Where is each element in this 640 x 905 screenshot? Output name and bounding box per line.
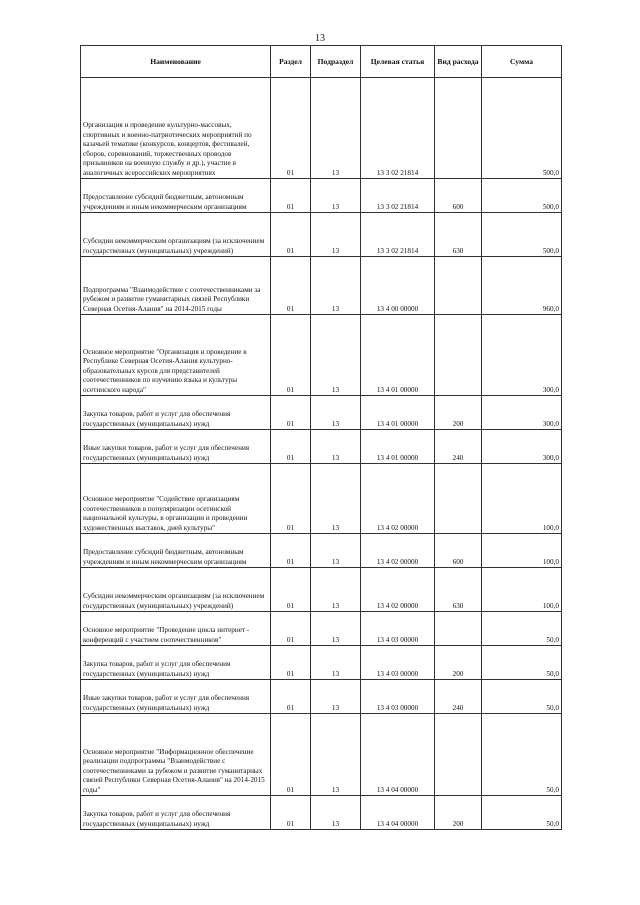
table-row <box>81 78 562 179</box>
table-row <box>81 796 562 830</box>
table-row <box>81 430 562 464</box>
row-subsection: 13 <box>311 612 361 646</box>
row-target-article: 13 4 02 00000 <box>361 534 435 568</box>
row-subsection: 13 <box>311 78 361 179</box>
row-name: Закупка товаров, работ и услуг для обеспечения государственных (муниципальных) нужд <box>81 396 271 430</box>
row-subsection: 13 <box>311 646 361 680</box>
row-target-article: 13 4 01 00000 <box>361 396 435 430</box>
table-row <box>81 213 562 257</box>
row-section: 01 <box>271 78 311 179</box>
row-section: 01 <box>271 257 311 315</box>
row-amount: 50,0 <box>482 680 562 714</box>
row-target-article: 13 4 04 00000 <box>361 714 435 796</box>
header-target-article: Целевая статья <box>361 46 435 78</box>
row-amount: 300,0 <box>482 315 562 396</box>
row-name: Предоставление субсидий бюджетным, автономным учреждениям и иным некоммерческим организациям <box>81 179 271 213</box>
row-subsection: 13 <box>311 714 361 796</box>
row-section: 01 <box>271 213 311 257</box>
row-target-article: 13 4 01 00000 <box>361 315 435 396</box>
row-expense-type: 600 <box>435 534 482 568</box>
table-row <box>81 315 562 396</box>
table-row <box>81 568 562 612</box>
row-name: Организация и проведение культурно-массовых, спортивных и военно-патриотических мероприятий по казачьей тематике (конкурсов, концертов, фестивалей, сборов, соревнований, торжественных проводов призывников на военную службу и др.), участие в аналогичных всероссийских мероприятиях <box>81 78 271 179</box>
table-row <box>81 646 562 680</box>
row-target-article: 13 4 03 00000 <box>361 646 435 680</box>
table-row <box>81 396 562 430</box>
table-header-row <box>81 46 562 78</box>
row-amount: 50,0 <box>482 796 562 830</box>
row-target-article: 13 4 03 00000 <box>361 680 435 714</box>
row-section: 01 <box>271 534 311 568</box>
row-target-article: 13 3 02 21814 <box>361 213 435 257</box>
row-subsection: 13 <box>311 396 361 430</box>
row-amount: 100,0 <box>482 568 562 612</box>
page-number: 13 <box>315 33 325 44</box>
row-expense-type <box>435 714 482 796</box>
row-amount: 960,0 <box>482 257 562 315</box>
row-expense-type: 200 <box>435 396 482 430</box>
table-row <box>81 612 562 646</box>
row-target-article: 13 4 02 00000 <box>361 568 435 612</box>
row-amount: 500,0 <box>482 213 562 257</box>
row-amount: 300,0 <box>482 396 562 430</box>
row-expense-type <box>435 612 482 646</box>
row-section: 01 <box>271 315 311 396</box>
row-section: 01 <box>271 796 311 830</box>
row-section: 01 <box>271 464 311 534</box>
header-expense-type: Вид расхода <box>435 46 482 78</box>
header-section: Раздел <box>271 46 311 78</box>
row-expense-type: 200 <box>435 646 482 680</box>
row-name: Предоставление субсидий бюджетным, автономным учреждениям и иным некоммерческим организациям <box>81 534 271 568</box>
row-subsection: 13 <box>311 796 361 830</box>
row-expense-type: 240 <box>435 680 482 714</box>
row-subsection: 13 <box>311 464 361 534</box>
row-subsection: 13 <box>311 257 361 315</box>
row-expense-type: 240 <box>435 430 482 464</box>
row-name: Субсидии некоммерческим организациям (за исключением государственных (муниципальных) учреждений) <box>81 213 271 257</box>
header-name: Наименование <box>81 46 271 78</box>
row-target-article: 13 4 02 00000 <box>361 464 435 534</box>
row-target-article: 13 4 01 00000 <box>361 430 435 464</box>
row-amount: 100,0 <box>482 534 562 568</box>
row-name: Подпрограмма "Взаимодействие с соотечественниками за рубежом и развитие гуманитарных связей Республики Северная Осетия-Алания" на 2014-2015 годы <box>81 257 271 315</box>
row-target-article: 13 4 04 00000 <box>361 796 435 830</box>
row-amount: 50,0 <box>482 646 562 680</box>
row-name: Основное мероприятие "Содействие организациям соотечественников в популяризации осетинской национальной культуры, в организации и проведении художественных выставок, дней культуры" <box>81 464 271 534</box>
row-expense-type: 200 <box>435 796 482 830</box>
row-section: 01 <box>271 568 311 612</box>
row-expense-type <box>435 257 482 315</box>
row-name: Субсидии некоммерческим организациям (за исключением государственных (муниципальных) учреждений) <box>81 568 271 612</box>
row-target-article: 13 3 02 21814 <box>361 179 435 213</box>
row-amount: 500,0 <box>482 179 562 213</box>
row-section: 01 <box>271 179 311 213</box>
row-subsection: 13 <box>311 568 361 612</box>
row-subsection: 13 <box>311 315 361 396</box>
row-subsection: 13 <box>311 430 361 464</box>
row-target-article: 13 4 00 00000 <box>361 257 435 315</box>
row-target-article: 13 4 03 00000 <box>361 612 435 646</box>
table-row <box>81 680 562 714</box>
row-expense-type: 600 <box>435 179 482 213</box>
row-name: Основное мероприятие "Организация и проведение в Республике Северная Осетия-Алания культурно-образовательных курсов для представителей соотечественников по изучению языка и культуры осетинского народа" <box>81 315 271 396</box>
row-name: Основное мероприятие "Проведение цикла интернет - конференций с участием соотечественников" <box>81 612 271 646</box>
row-expense-type <box>435 78 482 179</box>
row-expense-type: 630 <box>435 568 482 612</box>
budget-table <box>80 45 562 830</box>
row-section: 01 <box>271 396 311 430</box>
row-subsection: 13 <box>311 534 361 568</box>
table-row <box>81 179 562 213</box>
row-expense-type <box>435 464 482 534</box>
row-subsection: 13 <box>311 680 361 714</box>
row-section: 01 <box>271 646 311 680</box>
row-name: Закупка товаров, работ и услуг для обеспечения государственных (муниципальных) нужд <box>81 646 271 680</box>
row-section: 01 <box>271 714 311 796</box>
row-section: 01 <box>271 680 311 714</box>
row-subsection: 13 <box>311 213 361 257</box>
table-row <box>81 257 562 315</box>
table-row <box>81 464 562 534</box>
row-subsection: 13 <box>311 179 361 213</box>
row-amount: 50,0 <box>482 714 562 796</box>
row-section: 01 <box>271 612 311 646</box>
row-amount: 100,0 <box>482 464 562 534</box>
header-subsection: Подраздел <box>311 46 361 78</box>
row-section: 01 <box>271 430 311 464</box>
row-name: Закупка товаров, работ и услуг для обеспечения государственных (муниципальных) нужд <box>81 796 271 830</box>
row-name: Иные закупки товаров, работ и услуг для обеспечения государственных (муниципальных) нужд <box>81 430 271 464</box>
header-amount: Сумма <box>482 46 562 78</box>
row-amount: 50,0 <box>482 612 562 646</box>
row-amount: 500,0 <box>482 78 562 179</box>
row-name: Основное мероприятие "Информационное обеспечение реализации подпрограммы "Взаимодействие с соотечественниками за рубежом и развитие гуманитарных связей Республики Северная Осетия-Алания" на 2014-2015 годы" <box>81 714 271 796</box>
row-amount: 300,0 <box>482 430 562 464</box>
row-expense-type <box>435 315 482 396</box>
row-name: Иные закупки товаров, работ и услуг для обеспечения государственных (муниципальных) нужд <box>81 680 271 714</box>
table-row <box>81 534 562 568</box>
row-target-article: 13 3 02 21814 <box>361 78 435 179</box>
row-expense-type: 630 <box>435 213 482 257</box>
table-row <box>81 714 562 796</box>
